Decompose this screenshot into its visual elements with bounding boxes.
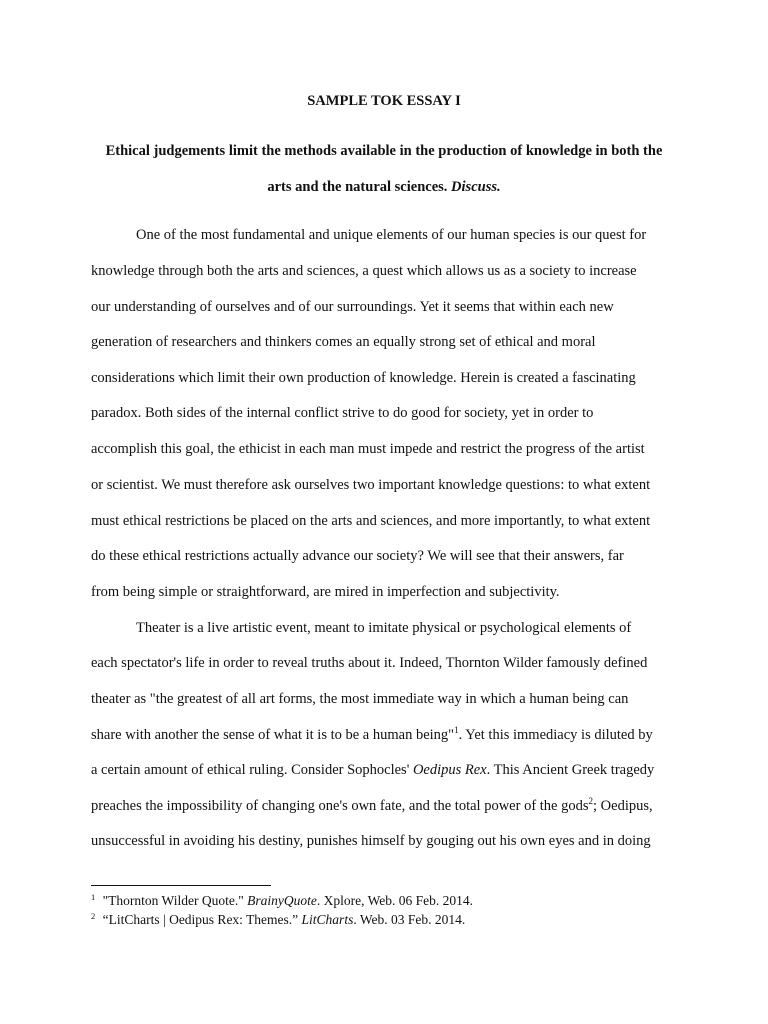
footnote-ref-1: 1 xyxy=(454,725,459,735)
footnote-number: 2 xyxy=(91,911,96,921)
line-text: preaches the impossibility of changing one's own fate, and the total power of the gods xyxy=(91,798,589,814)
footnote-ref-2: 2 xyxy=(588,796,594,806)
essay-prompt-line-1: Ethical judgements limit the methods available in the production of knowledge in both the xyxy=(105,143,663,159)
paragraph-1-line: must ethical restrictions be placed on the arts and sciences, and more importantly, to what extent xyxy=(91,513,651,529)
paragraph-1-line: generation of researchers and thinkers comes an equally strong set of ethical and moral xyxy=(91,334,596,350)
paragraph-1-line: from being simple or straightforward, are mired in imperfection and subjectivity. xyxy=(91,584,560,600)
essay-prompt-line-2 xyxy=(84,179,684,196)
paragraph-2-line xyxy=(91,727,691,744)
footnote-divider xyxy=(91,885,271,886)
essay-prompt-text: arts and the natural sciences. xyxy=(267,179,448,195)
footnote-text: . Xplore, Web. 06 Feb. 2014. xyxy=(316,893,473,908)
footnote-source: BrainyQuote xyxy=(247,893,317,908)
line-text: . Yet this immediacy is diluted by xyxy=(458,727,653,743)
footnote-number: 1 xyxy=(91,892,96,902)
paragraph-1-line: do these ethical restrictions actually advance our society? We will see that their answers, far xyxy=(91,548,624,564)
paragraph-2-line: each spectator's life in order to reveal truths about it. Indeed, Thornton Wilder famously defined xyxy=(91,655,648,671)
footnote-text: . Web. 03 Feb. 2014. xyxy=(353,912,466,927)
footnote-1 xyxy=(91,893,473,909)
line-text: ; Oedipus, xyxy=(593,798,653,814)
footnote-text: "Thornton Wilder Quote." xyxy=(99,893,248,908)
essay-title: SAMPLE TOK ESSAY I xyxy=(307,93,461,109)
paragraph-1-line: considerations which limit their own production of knowledge. Herein is created a fascinating xyxy=(91,370,636,386)
line-text: a certain amount of ethical ruling. Consider Sophocles' xyxy=(91,762,413,778)
paragraph-2-line: Theater is a live artistic event, meant to imitate physical or psychological elements of xyxy=(136,620,632,636)
paragraph-1-line: our understanding of ourselves and of our surroundings. Yet it seems that within each new xyxy=(91,299,614,315)
paragraph-2-line xyxy=(91,762,691,779)
paragraph-1-line: paradox. Both sides of the internal conflict strive to do good for society, yet in order to xyxy=(91,405,594,421)
paragraph-1-line: One of the most fundamental and unique elements of our human species is our quest for xyxy=(136,227,647,243)
line-text: share with another the sense of what it is to be a human being" xyxy=(91,727,455,743)
paragraph-2-line: theater as "the greatest of all art forms, the most immediate way in which a human being can xyxy=(91,691,629,707)
paragraph-1-line: or scientist. We must therefore ask ourselves two important knowledge questions: to what extent xyxy=(91,477,651,493)
paragraph-1-line: accomplish this goal, the ethicist in each man must impede and restrict the progress of the artist xyxy=(91,441,645,457)
paragraph-1-line: knowledge through both the arts and sciences, a quest which allows us as a society to increase xyxy=(91,263,637,279)
footnote-source: LitCharts xyxy=(301,912,354,927)
paragraph-2-line: unsuccessful in avoiding his destiny, punishes himself by gouging out his own eyes and in doing xyxy=(91,833,651,849)
essay-prompt-discuss: Discuss. xyxy=(451,179,501,195)
footnote-text: “LitCharts | Oedipus Rex: Themes.” xyxy=(99,912,302,927)
play-title-oedipus-rex: Oedipus Rex xyxy=(412,762,487,778)
line-text: . This Ancient Greek tragedy xyxy=(486,762,655,778)
paragraph-2-line xyxy=(91,798,691,815)
footnote-2 xyxy=(91,912,465,928)
